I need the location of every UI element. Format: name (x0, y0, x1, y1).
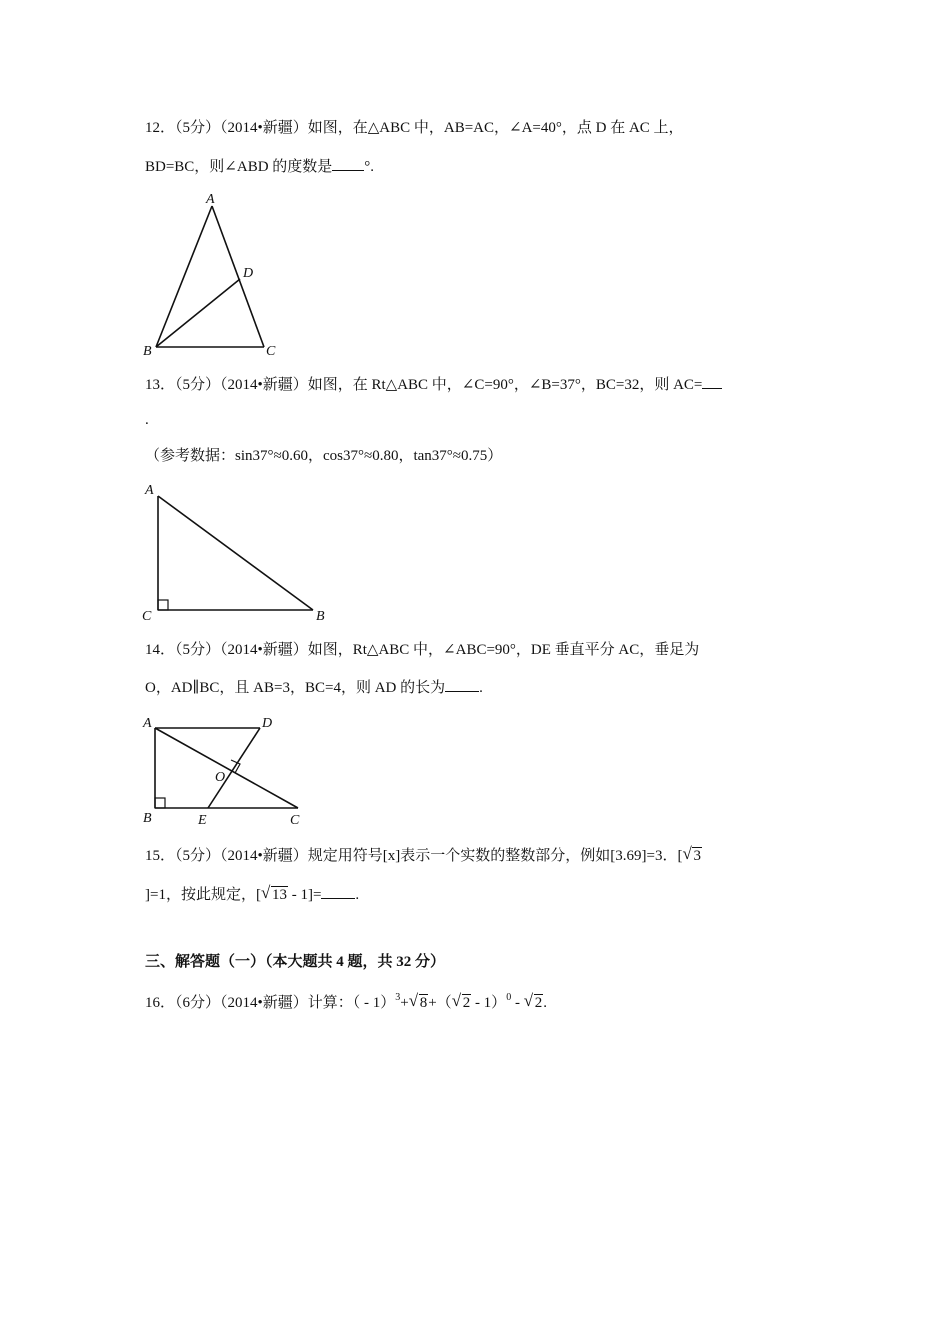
q12-segment-bd (156, 279, 240, 347)
q16-plus-2: +（ (428, 995, 452, 1011)
q13-line1 (145, 374, 722, 395)
q14-line1: 14．（5分）（2014•新疆）如图，Rt△ABC 中，∠ABC=90°，DE 垂直平分 AC，垂足为 (145, 642, 700, 658)
q13-label-c: C (142, 609, 152, 624)
q12-label-c: C (266, 344, 276, 359)
q16-line (145, 988, 547, 1013)
section3-title: 三、解答题（一）（本大题共 4 题，共 32 分） (145, 954, 446, 970)
q14-label-c: C (290, 813, 300, 828)
q14-line2-text: O，AD∥BC，且 AB=3，BC=4，则 AD 的长为 (145, 680, 446, 696)
q14-line2 (145, 677, 483, 698)
q13-reference-data: （参考数据：sin37°≈0.60，cos37°≈0.80，tan37°≈0.75） (145, 448, 503, 464)
q13-line2: . (145, 412, 149, 428)
q12-label-a: A (206, 192, 215, 207)
q15-sqrt-3 (682, 846, 702, 866)
q15-sqrt-13 (261, 885, 288, 905)
q16-plus-1: + (400, 995, 409, 1011)
q13-line1-text: 13．（5分）（2014•新疆）如图，在 Rt△ABC 中，∠C=90°，∠B=37°，BC=32，则 AC= (145, 377, 703, 393)
q16-text-mid: - 1） (471, 995, 507, 1011)
q13-side-ab (158, 496, 313, 610)
q16-sqrt-2a (452, 993, 472, 1013)
q16-sqrt-2b (524, 993, 544, 1013)
q15-answer-blank (321, 884, 355, 899)
q15-line1 (145, 846, 702, 866)
q12-line2 (145, 156, 374, 177)
q16-radicand-2a: 2 (462, 995, 471, 1011)
q15-line1-text: 15．（5分）（2014•新疆）规定用符号[x]表示一个实数的整数部分，例如[3.69]=3．[ (145, 848, 683, 864)
q14-answer-blank (445, 677, 479, 692)
q12-side-ab (156, 206, 212, 347)
q13-answer-blank (702, 374, 722, 389)
q16-radicand-8: 8 (419, 995, 428, 1011)
q14-label-o: O (215, 770, 226, 785)
q13-right-angle-mark (158, 600, 168, 610)
q13-figure (140, 480, 340, 626)
q16-end: . (543, 995, 547, 1011)
q14-label-b: B (143, 811, 152, 826)
q12-label-b: B (143, 344, 152, 359)
q15-line2 (145, 884, 359, 905)
q12-side-ac (212, 206, 264, 347)
q14-label-d: D (262, 716, 273, 731)
q14-figure (140, 710, 320, 830)
q12-line2-text: BD=BC，则∠ABD 的度数是 (145, 159, 333, 175)
q16-text-pre: 16．（6分）（2014•新疆）计算：（ - 1） (145, 995, 396, 1011)
q15-line2-end: . (355, 887, 360, 903)
q14-line2-end: . (479, 680, 483, 696)
q15-radicand-3: 3 (693, 848, 701, 864)
q12-figure (140, 188, 290, 360)
q12-line1: 12．（5分）（2014•新疆）如图，在△ABC 中，AB=AC，∠A=40°，点 D 在 AC 上， (145, 120, 684, 136)
q12-answer-blank (332, 156, 364, 171)
q14-side-ac (155, 728, 298, 808)
q15-line2-text-a: ]=1，按此规定，[ (145, 887, 261, 903)
q16-minus: - (511, 995, 524, 1011)
q14-label-a: A (143, 716, 152, 731)
q13-label-a: A (145, 483, 154, 498)
q12-line2-end: °. (364, 159, 375, 175)
q14-label-e: E (198, 813, 207, 828)
q15-line2-text-b: - 1]= (287, 887, 322, 903)
q13-label-b: B (316, 609, 325, 624)
q14-segment-de (208, 728, 260, 808)
q14-right-angle-mark-b (155, 798, 165, 808)
q16-exponent-0: 0 (506, 992, 512, 1003)
q16-exponent-3: 3 (395, 992, 401, 1003)
q15-radicand-13: 13 (271, 887, 287, 903)
q12-label-d: D (243, 266, 254, 281)
q16-radicand-2b: 2 (534, 995, 543, 1011)
q16-sqrt-8 (409, 993, 429, 1013)
